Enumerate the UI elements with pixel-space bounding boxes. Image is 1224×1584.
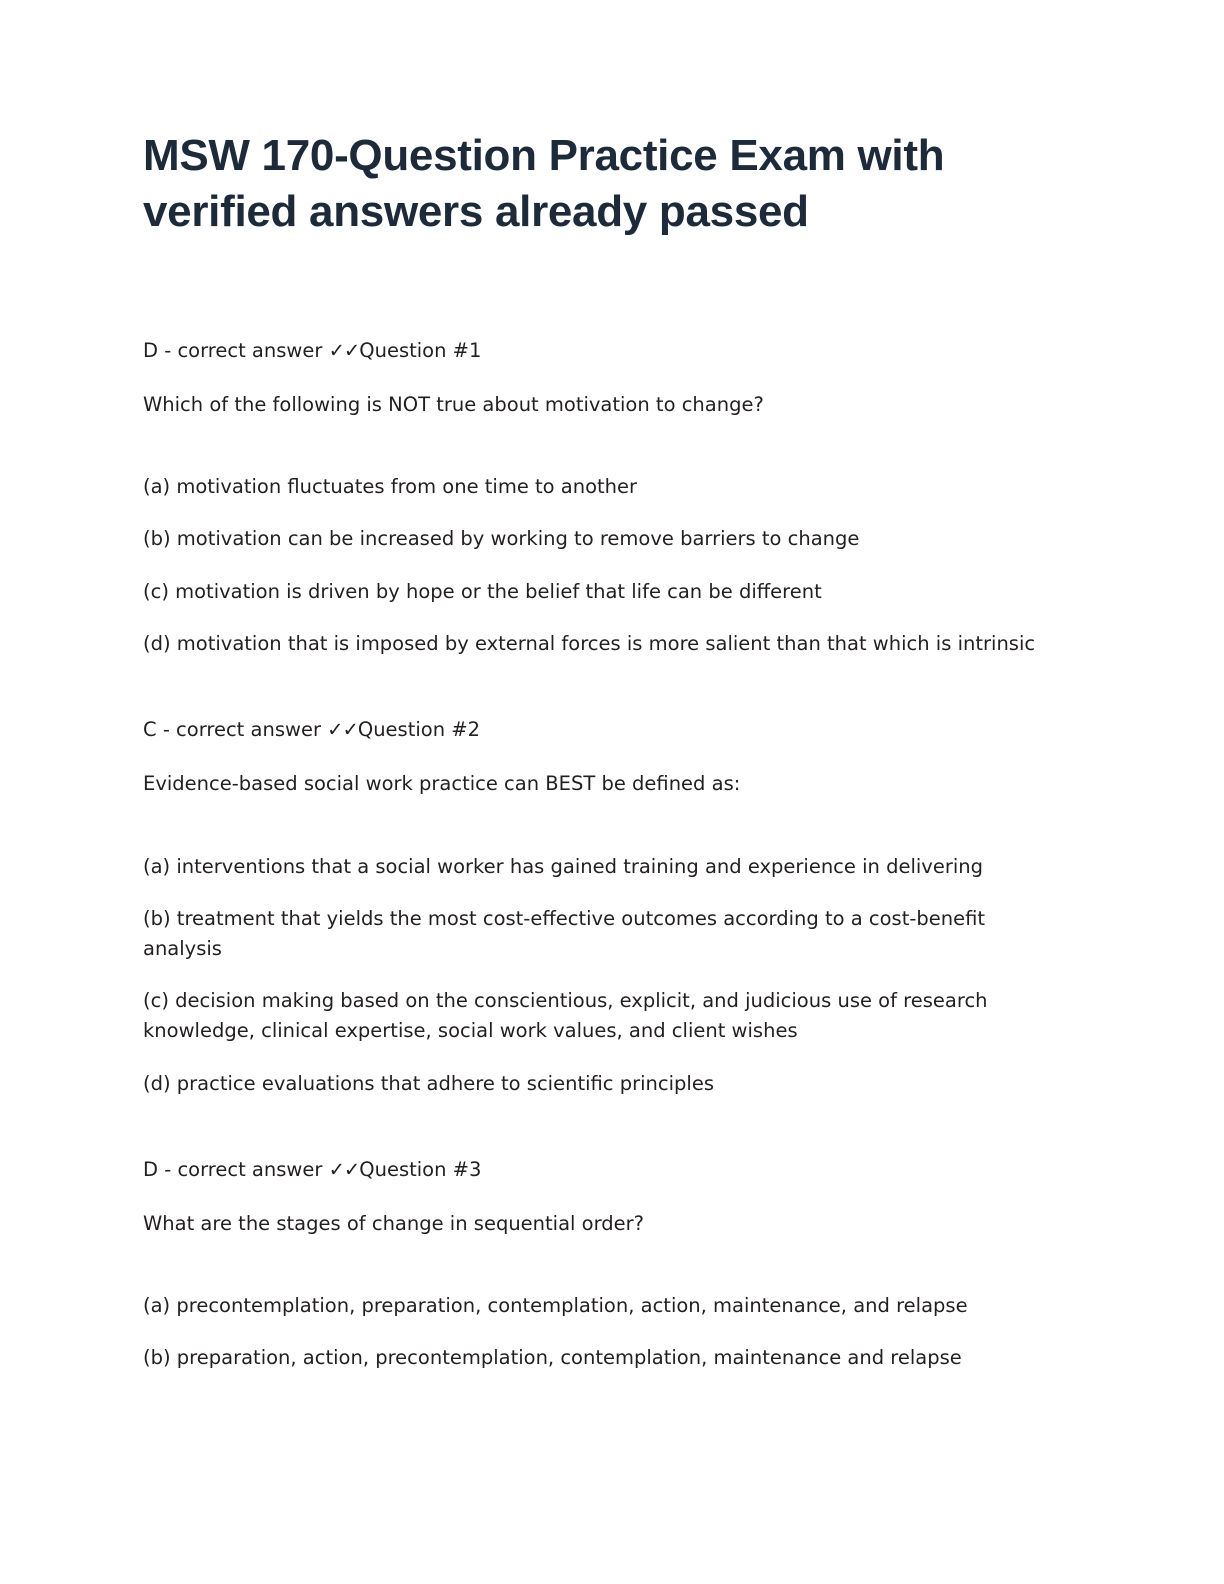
answer-line (143, 1155, 1084, 1185)
document-body (143, 336, 1084, 1374)
question-number: Question #1 (359, 338, 482, 362)
question-stem: Evidence-based social work practice can BEST be defined as: (143, 772, 741, 796)
question-stem: Which of the following is NOT true about motivation to change? (143, 392, 764, 416)
answer-choice: (a) interventions that a social worker has gained training and experience in delivering (143, 854, 983, 878)
section-spacer (143, 1099, 1084, 1155)
answer-choice: (c) decision making based on the conscientious, explicit, and judicious use of research knowledge, clinical expertise, social work values, and client wishes (143, 989, 988, 1043)
answer-choice: (a) precontemplation, preparation, contemplation, action, maintenance, and relapse (143, 1294, 968, 1318)
answer-choice: (a) motivation fluctuates from one time to another (143, 475, 638, 499)
answer-prefix: D - correct answer (143, 338, 329, 362)
check-icon: ✓✓ (328, 1157, 360, 1181)
answer-prefix: C - correct answer (143, 718, 328, 742)
answer-choice: (d) motivation that is imposed by external forces is more salient than that which is intrinsic (143, 631, 1036, 655)
question-block (143, 715, 1084, 1099)
answer-choice: (b) motivation can be increased by working to remove barriers to change (143, 527, 860, 551)
question-number: Question #3 (359, 1157, 482, 1181)
answer-choice: (b) treatment that yields the most cost-effective outcomes according to a cost-benefit analysis (143, 906, 986, 960)
answer-line (143, 336, 1084, 366)
answer-choice: (b) preparation, action, precontemplation, contemplation, maintenance and relapse (143, 1346, 962, 1370)
question-block (143, 1155, 1084, 1374)
check-icon: ✓✓ (327, 718, 358, 742)
answer-choice: (c) motivation is driven by hope or the belief that life can be different (143, 579, 822, 603)
question-stem: What are the stages of change in sequential order? (143, 1212, 645, 1236)
section-spacer (143, 659, 1084, 715)
page-title: MSW 170-Question Practice Exam with verified answers already passed (143, 131, 945, 236)
check-icon: ✓✓ (328, 338, 360, 362)
answer-choice: (d) practice evaluations that adhere to scientific principles (143, 1071, 714, 1095)
question-number: Question #2 (357, 718, 481, 742)
answer-line (143, 715, 1084, 745)
question-block (143, 336, 1084, 659)
answer-prefix: D - correct answer (143, 1157, 329, 1181)
